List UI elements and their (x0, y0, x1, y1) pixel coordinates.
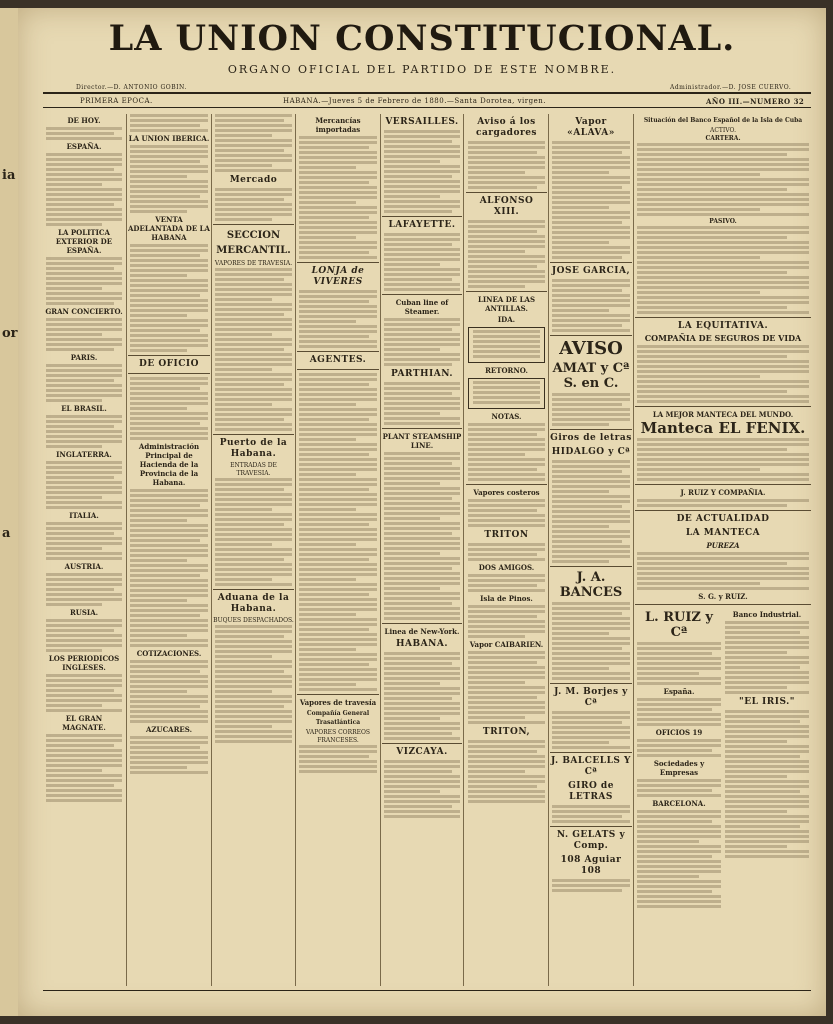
col8-subheading: CARTERA. (705, 135, 741, 142)
col7-heading: JOSE GARCIA, (551, 266, 631, 276)
col4-heading: Mercancías importadas (315, 116, 361, 134)
column-4 (297, 114, 379, 986)
col1-heading: LA POLITICA EXTERIOR DE ESPAÑA. (55, 228, 113, 255)
column-separator (211, 114, 212, 986)
col8-heading: S. G. y RUIZ. (698, 592, 748, 601)
col5-heading: PLANT STEAMSHIP LINE. (382, 432, 462, 450)
bottom-rule (43, 990, 811, 991)
col8-heading: BARCELONA. (652, 799, 706, 808)
col2-heading: DE OFICIO (139, 359, 199, 369)
column-2 (128, 114, 210, 986)
col8-heading: "EL IRIS." (739, 697, 795, 707)
column-3 (213, 114, 294, 986)
col8-heading: LA EQUITATIVA. (677, 321, 769, 331)
col7-heading: AMAT y Cª S. en C. (552, 361, 630, 391)
col2-heading: VENTA ADELANTADA DE LA HABANA (128, 215, 210, 242)
newspaper-page (18, 8, 826, 1016)
col2-heading: LA UNION IBERICA. (128, 134, 210, 143)
column-separator (548, 114, 549, 986)
col6-heading: RETORNO. (485, 366, 528, 375)
column-6 (466, 114, 547, 986)
col3-heading: SECCION MERCANTIL. (216, 230, 291, 256)
col3-heading: Mercado (229, 175, 278, 185)
col5-heading: HABANA. (396, 639, 448, 649)
col8-heading: LA MANTECA (685, 528, 761, 538)
newspaper-subtitle: ORGANO OFICIAL DEL PARTIDO DE ESTE NOMBRE. (227, 63, 617, 76)
col5-heading: LAFAYETTE. (388, 220, 456, 230)
col1-heading: LOS PERIODICOS INGLESES. (48, 654, 120, 672)
col6-heading: IDA. (497, 315, 516, 324)
col2-heading: COTIZACIONES. (136, 649, 202, 658)
epoch-label: PRIMERA EPOCA. (80, 97, 153, 105)
col8-heading: DE ACTUALIDAD (676, 514, 770, 524)
col4-heading: LONJA de VIVERES (311, 266, 365, 287)
col1-heading: EL GRAN MAGNATE. (62, 714, 106, 732)
column-8 (635, 114, 811, 986)
col3-subheading: BUQUES DESPACHADOS. (213, 617, 294, 624)
col1-heading: AUSTRIA. (64, 562, 104, 571)
col5-heading: VERSAILLES. (385, 117, 459, 127)
col7-heading: GIRO de LETRAS (568, 781, 614, 802)
col8-heading: España. (663, 687, 695, 696)
col8-heading: Manteca EL FENIX. (640, 419, 806, 437)
col6-heading: Vapores costeros (473, 488, 540, 497)
col8-heading: OFICIOS 19 (655, 728, 703, 737)
col8-right-half (723, 608, 811, 910)
col4-subheading: Compañía General Trasatlántica (306, 710, 370, 726)
col6-heading: Isla de Pinos. (480, 594, 533, 603)
col1-heading: GRAN CONCIERTO. (45, 307, 123, 316)
col7-heading: N. GELATS y Comp. (556, 830, 626, 851)
administrator-line: Administrador.—D. JOSE CUERVO. (670, 84, 792, 91)
col8-heading: Sociedades y Empresas (653, 759, 705, 777)
col7-heading: J. M. Borjes y Cª (554, 687, 628, 708)
col8-subheading: ACTIVO. (710, 127, 736, 134)
col6-heading: TRITON (484, 530, 529, 540)
col5-heading: Cuban line of Steamer. (395, 298, 449, 316)
col4-heading: Vapores de travesía (299, 698, 377, 707)
col3-subheading: VAPORES DE TRAVESIA. (214, 260, 293, 267)
column-separator (633, 114, 634, 986)
col1-heading: ESPAÑA. (66, 142, 102, 151)
dateline: HABANA.—Jueves 5 de Febrero de 1880.—Santa Dorotea, virgen. (283, 97, 546, 105)
col5-heading: PARTHIAN. (390, 369, 454, 379)
col7-heading: J. A. BANCES (559, 570, 623, 600)
col1-heading: INGLATERRA. (56, 450, 112, 459)
column-separator (380, 114, 381, 986)
edge-fragment: ia (2, 168, 16, 183)
edge-fragment: or (2, 326, 18, 341)
col8-subheading: PASIVO. (709, 218, 737, 225)
column-5 (382, 114, 462, 986)
column-1 (44, 114, 124, 986)
col1-heading: EL BRASIL. (61, 404, 107, 413)
col8-left-half (635, 608, 723, 910)
col3-subheading: ENTRADAS DE TRAVESIA. (230, 462, 277, 477)
col4-heading: AGENTES. (309, 355, 367, 365)
director-line: Director.—D. ANTONIO GOBIN. (76, 84, 187, 91)
col8-heading: LA MEJOR MANTECA DEL MUNDO. (652, 410, 794, 419)
col7-heading: Vapor «ALAVA» (567, 117, 615, 138)
col7-heading: J. BALCELLS Y Cª (551, 756, 631, 777)
col2-heading: Administración Principal de Hacienda de la Provincia de la Habana. (138, 442, 200, 487)
col3-heading: Puerto de la Habana. (219, 438, 288, 459)
col7-heading: 108 Aguiar 108 (560, 855, 622, 876)
col6-heading: NOTAS. (491, 412, 522, 421)
newspaper-title: LA UNION CONSTITUCIONAL. (108, 18, 736, 59)
col8-heading: PUREZA (706, 541, 740, 550)
col5-heading: VIZCAYA. (396, 747, 448, 757)
col5-heading: Linea de New-York. (384, 627, 460, 636)
col2-heading: AZUCARES. (145, 725, 193, 734)
masthead-rule (43, 92, 811, 94)
col6-heading: DOS AMIGOS. (478, 563, 535, 572)
col3-heading: Aduana de la Habana. (217, 593, 290, 614)
col7-heading: AVISO (559, 338, 623, 359)
col8-heading: J. RUIZ Y COMPAÑIA. (680, 488, 766, 497)
column-7 (550, 114, 632, 986)
col8-heading: L. RUIZ y Cª (645, 610, 713, 640)
col7-heading: HIDALGO y Cª (551, 447, 631, 457)
col8-heading: COMPAÑIA DE SEGUROS DE VIDA (644, 333, 802, 343)
col8-heading: Situación del Banco Español de la Isla de Cuba (643, 117, 803, 124)
col1-heading: DE HOY. (67, 116, 101, 125)
col6-heading: TRITON, (482, 727, 531, 737)
col1-heading: ITALIA. (69, 511, 99, 520)
col6-heading: Vapor CAIBARIEN. (469, 640, 544, 649)
col4-subheading: VAPORES CORREOS FRANCESES. (305, 729, 371, 744)
col1-heading: RUSIA. (69, 608, 99, 617)
column-separator (295, 114, 296, 986)
col6-heading: Aviso á los cargadores (475, 117, 537, 138)
column-separator (463, 114, 464, 986)
col7-heading: Giros de letras (550, 433, 632, 443)
column-separator (126, 114, 127, 986)
col8-heading: Banco Industrial. (732, 610, 802, 619)
dateline-rule (43, 107, 811, 108)
col1-heading: PARIS. (70, 353, 98, 362)
edge-fragment: a (2, 526, 11, 541)
col8-split (635, 608, 811, 910)
col6-heading: LINEA DE LAS ANTILLAS. (477, 295, 536, 313)
issue-number: AÑO III.—NUMERO 32 (706, 97, 805, 106)
col6-heading: ALFONSO XIII. (479, 196, 534, 217)
